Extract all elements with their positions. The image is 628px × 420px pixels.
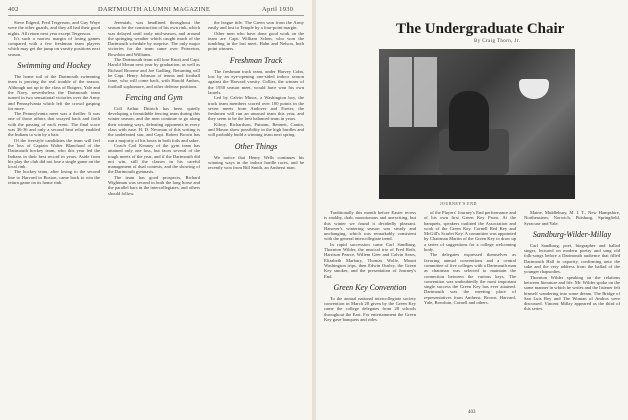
paragraph: Maine, Middlebury, M. I. T., New Hampshire, Northeastern, Norwich, Pittsburg, Springfield, Syracuse and Yale. — [524, 210, 620, 226]
right-column-3 — [524, 210, 620, 408]
article-title: The Undergraduate Chair — [396, 21, 565, 37]
paragraph: The hockey team, after losing to the second line to Harvard in Boston, came back to win the return game on its home rink. — [8, 169, 100, 186]
section-heading: Sandburg-Wilder-Millay — [532, 229, 612, 239]
paragraph: To the annual national intercollegiate society convention in March 28 given by the Green Key came the college delegates from 28 schools throughout the East. For entertainment the Green Key gave banquets and rides. — [324, 295, 416, 323]
photo-window — [389, 57, 437, 127]
paragraph: Jeremiah, was headlined throughout the season for the construction of his own rink, which was delayed until early mid-season, and around the springing weather which caught much of the Dartmouth schedule by surprise. The only major victories for the team came over Princeton, Bowdoin and Williams. — [108, 20, 200, 57]
article-byline: By Craig Thorn, Jr. — [474, 39, 521, 44]
paragraph: It's such a narrow margin of losing games compared with a few freshman team players which may get the jump on varsity positions next season. — [8, 35, 100, 57]
right-column-2 — [424, 210, 516, 408]
paragraph: The home soil of the Dartmouth swimming team is proving the real trouble of the season. Although not up to the class of Rutgers, Yale and the Navy, nevertheless the Dartmouth team turned in two sensational victories over the Army and Pennsylvania which left the crowd gasping for more. — [8, 74, 100, 111]
left-issue-date: April 1930 — [262, 6, 294, 13]
photo-caption: JOURNEY'S END — [440, 201, 477, 206]
paragraph: the league title. The Green won from the Army easily and lost to Temple by a four-point margin. — [208, 20, 304, 31]
left-header-rule — [8, 15, 304, 16]
paragraph: The delegates expressed themselves as favoring annual conventions and a central committee of five colleges with a Dartmouth man as chairman was selected to maintain the connection between the various keys. The convention was undoubtedly the most important single success the Green Key has ever attained. Dartmouth was the meeting place of representatives from Amherst, Brown, Harvard, Yale, Bowdoin, Cornell and others. — [424, 252, 516, 306]
paragraph: Carl Sandburg, poet, biographer and ballad singer, lectured on modern poetry and sang old folk-songs before a Dartmouth audience that filled Dartmouth Hall to capacity, confirming unto the sake and the very address from the ballad of the younger rhapsodies. — [524, 242, 620, 275]
left-page-number: 402 — [8, 6, 19, 13]
paragraph: Steve Edgerd, Fred Tergerson, and Guy Waye were the other guards, and they all had their good nights. All return next year except Tergerson. — [8, 20, 100, 36]
paragraph: Led by Calvin Minos, a Washington boy, the track team members scored over 100 points in the seven meets from Andover and Exeter, the freshmen will run an unusual team this year, and they seem to be the best balanced team in years. — [208, 95, 304, 122]
section-heading: Green Key Convention — [333, 282, 407, 292]
left-running-header: DARTMOUTH ALUMNI MAGAZINE — [98, 6, 211, 13]
paragraph: Traditionally this month before Easter recess is snobby, drab, monotonous and unexciting, but this winter we found it decidedly pleasant. Hanover's wintering season was steady and unchanging, which was remarkably consistent with the general intercollegiate trend. — [324, 210, 416, 242]
paragraph: of the Players' Journey's End performance and of his own first Green Key Prom. At the banquets, speakers outlined the Association and work of the Green Key. Cornell Red Key and McGill's Scarlet Key. A committee was appointed by Chairman Martin of the Green Key to draw up a series of suggestions for a college welcoming body. — [424, 210, 516, 253]
paragraph: Other men who have done good work on the team are Capt. William Schen, who won the tumbling in the last meet, Hahn and Nelson, both point winners. — [208, 30, 304, 52]
left-column-1 — [8, 20, 100, 412]
section-heading: Fencing and Gym — [125, 92, 183, 102]
photo-figure — [449, 91, 489, 151]
photo-floor — [379, 175, 575, 199]
paragraph: Thornton Wilder speaking on the relations between literature and life. Mr. Wilder spoke on the same manner in which he writes and the listener felt himself wandering into some dream. The Bridge of San Luis Rey and The Woman of Andros were discussed. Vincent Millay appeared as the third of this series. — [524, 274, 620, 312]
paragraph: We notice that Henry Wells continues his winning ways in the indoor hurdle races, and he recently won from Bill Smith, an Amherst man. — [208, 154, 304, 171]
paragraph: The Dartmouth team will lose Knott and Capt. Harold Moran next year by graduation, as well as Richard Broome and Joe Gadling. Returning will be Capt. Henry Johnson of tennis and football fame, who will come back, with Harold Ambos, football sophomore, and other defense positions. — [108, 57, 200, 89]
photo-lamp — [519, 79, 549, 99]
paragraph: The freshman track team, under Harvey Cohn, lost by an eye-opening one-sided indoor season against the Harvard varsity. Collier, the winner of the 1930 season meet, would have won his own laurels. — [208, 68, 304, 95]
right-column-1 — [324, 210, 416, 408]
section-heading: Freshman Track — [229, 55, 283, 65]
journeys-end-photo — [379, 49, 575, 199]
left-page — [0, 0, 313, 420]
section-heading: Other Things — [234, 141, 278, 151]
left-column-2 — [108, 20, 200, 412]
paragraph: Coach Carl Kenney of the gym team has attained only one loss, but faces several of the tough meets of the year, and if the Dartmouth did not win, still the classes in his careful management of dual contests, and the showing of the Dartmouth gymnasts. — [108, 142, 200, 175]
paragraph: The Pennsylvania meet was a thriller. It was one of those affairs that swayed back and forth with the passing of each event. The final score was 36-36 and only a second heat relay enabled the Indians to win by a hair. — [8, 111, 100, 138]
paragraph: In rapid succession came Carl Sandburg, Thornton Wilder, the musical trio of Fred Roth, Harrison Pearce, Willem Geer and Calvin Sears, Elizabeth Marbury, Thomas Wolfe, Mount Washington trips, then Edwin Ousley, the Green Key smoker, and the presentation of Journey's End. — [324, 241, 416, 279]
section-heading: Swimming and Hockey — [17, 61, 91, 71]
paragraph: Of the freestyle candidates the team will feel the loss of Captain Walter Blanchard of the Dartmouth hockey team, who this year led the Indians in their best record in years. Aside from his play the club did not lose a single game on the local rink. — [8, 137, 100, 170]
paragraph: Kilroy, Richardson, Putnam, Bennett, Cantor, and Mason show possibility in the high hurdles and will probably build a winning team next spring. — [208, 121, 304, 138]
paragraph: Coll Arthur Dittrich has been quietly developing a formidable fencing team during this winter season, and the men continue to go along their winning ways, defeating opponents in every class with ease. H. D. Newman of this writing is the undefeated star, and Capt. Robert Brown has run a majority of his bouts in both foils and sabre. — [108, 105, 200, 143]
left-column-3 — [208, 20, 304, 412]
paragraph: The team has good prospects, Richard Wightman was second in both the long horse and the parallel bars in the intercollegiates, and others should follow. — [108, 174, 200, 196]
right-page-number: 403 — [468, 410, 476, 415]
